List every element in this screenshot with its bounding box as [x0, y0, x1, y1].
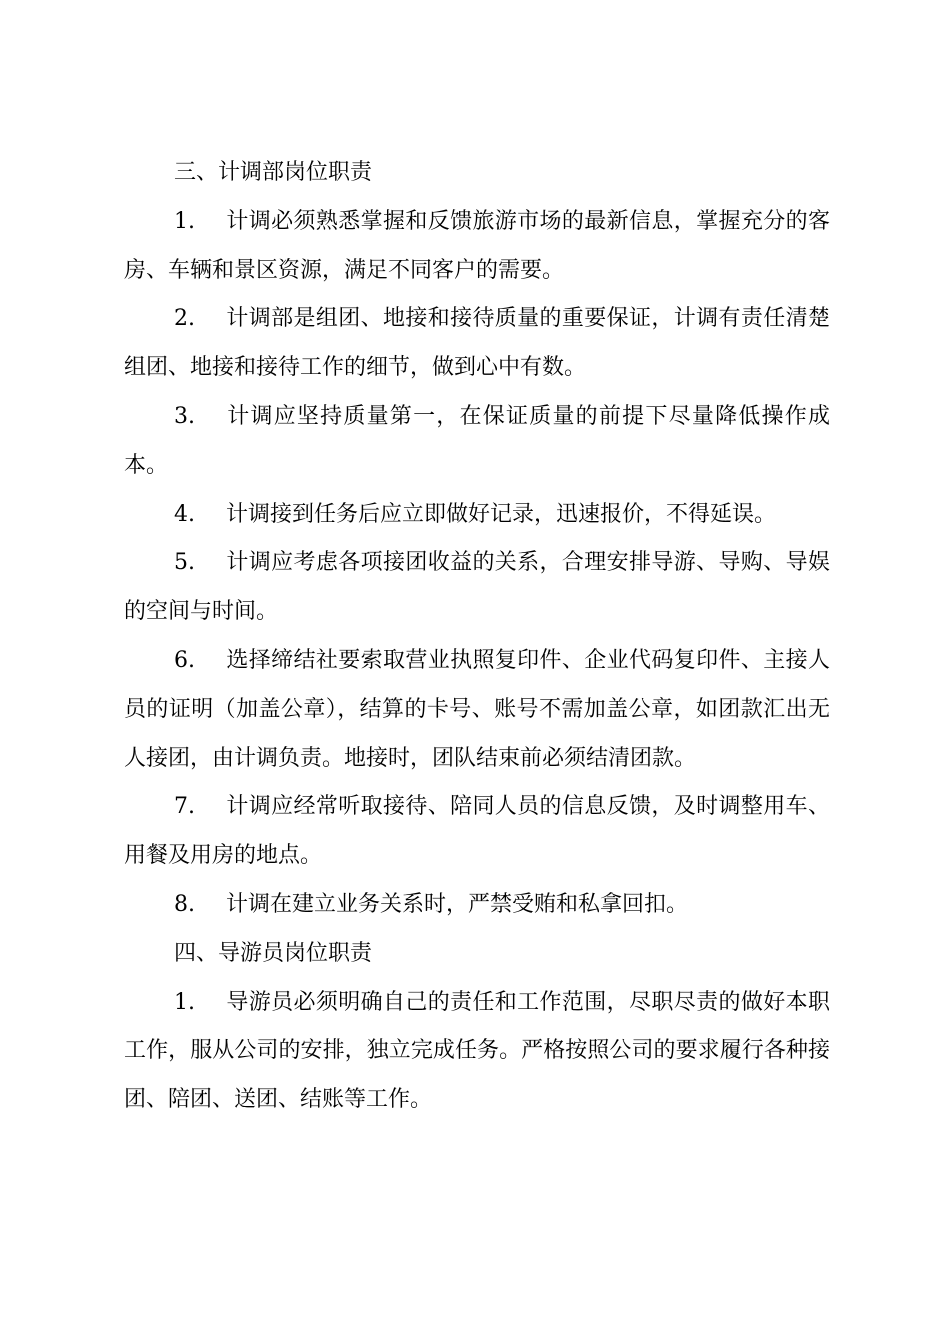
item-text: 计调应经常听取接待、陪同人员的信息反馈，及时调整用车、用餐及用房的地点。	[124, 794, 830, 869]
list-item	[124, 491, 830, 540]
list-item	[124, 539, 830, 637]
item-number: 3.	[174, 403, 195, 429]
item-number: 1.	[174, 989, 195, 1015]
item-number: 6.	[174, 647, 195, 673]
item-text: 计调必须熟悉掌握和反馈旅游市场的最新信息，掌握充分的客房、车辆和景区资源，满足不同客户的需要。	[124, 208, 830, 283]
item-text: 计调应坚持质量第一，在保证质量的前提下尽量降低操作成本。	[124, 403, 830, 478]
list-item	[124, 295, 830, 393]
section-heading-tour-guide: 四、导游员岗位职责	[174, 940, 373, 966]
item-text: 选择缔结社要索取营业执照复印件、企业代码复印件、主接人员的证明（加盖公章），结算的卡号、账号不需加盖公章，如团款汇出无人接团，由计调负责。地接时，团队结束前必须结清团款。	[124, 647, 830, 771]
list-item	[124, 979, 830, 1125]
list-item	[124, 637, 830, 783]
item-number: 8.	[174, 891, 195, 917]
item-number: 2.	[174, 306, 195, 332]
item-text: 计调接到任务后应立即做好记录，迅速报价，不得延误。	[226, 501, 777, 527]
document-body	[124, 149, 830, 1125]
list-item	[124, 881, 830, 930]
section-heading-planning: 三、计调部岗位职责	[174, 160, 373, 185]
list-item	[124, 198, 830, 296]
item-text: 计调部是组团、地接和接待质量的重要保证，计调有责任清楚组团、地接和接待工作的细节，做到心中有数。	[124, 306, 830, 381]
item-text: 导游员必须明确自己的责任和工作范围，尽职尽责的做好本职工作，服从公司的安排，独立完成任务。严格按照公司的要求履行各种接团、陪团、送团、结账等工作。	[124, 989, 830, 1113]
list-item	[124, 783, 830, 881]
item-text: 计调应考虑各项接团收益的关系，合理安排导游、导购、导娱的空间与时间。	[124, 550, 830, 625]
item-text: 计调在建立业务关系时，严禁受贿和私拿回扣。	[226, 891, 689, 917]
item-number: 4.	[174, 501, 195, 527]
list-item	[124, 393, 830, 491]
item-number: 5.	[174, 550, 195, 576]
item-number: 1.	[174, 208, 195, 234]
item-number: 7.	[174, 794, 195, 820]
